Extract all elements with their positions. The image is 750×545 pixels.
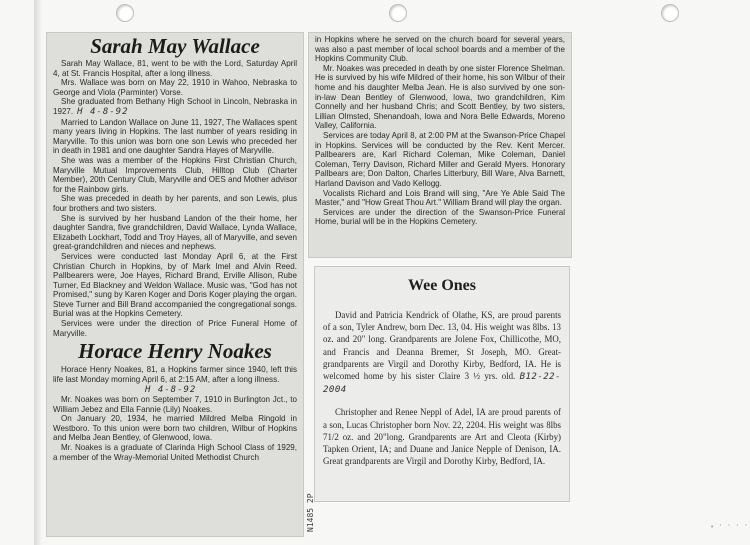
obituary-title-wallace: Sarah May Wallace [90,34,260,58]
wee-ones-clipping [314,266,570,502]
obituary-paragraph: in Hopkins where he served on the church board for several years, was also a past member of local school boards and a member of the Hopkins Community Club. [315,35,565,64]
obituary-paragraph: Services were under the direction of Price Funeral Home of Maryville. [53,319,297,338]
handwritten-date-note: B12-22-2004 [323,372,562,396]
handwritten-date-note: H 4-8-92 [77,107,129,118]
obituary-paragraph: Services were conducted last Monday April 6, at the First Christian Church in Hopkins, by of Mark Imel and Alvin Reed. Pallbearers were, Joe Hayes, Richard Brand, Erville Allison, Rube Turner, Ed Blackney and Weldon Wallace. Music was, "God has not Promised," sung by Karen Koger and Doris Koger playing the organ. Steve Turner and Bill Brand accompanied the congregational songs. Burial was at the Hopkins Cemetery. [53,251,297,319]
obituary-paragraph: Mr. Noakes is a graduate of Clarinda High School Class of 1929, a member of the Wray-Memorial United Methodist Church [53,443,297,462]
handwritten-archive-note: N1485 2P [306,493,315,532]
birth-announcement-text: David and Patricia Kendrick of Olathe, KS, are proud parents of a son, Tyler Andrew, born Dec. 13, 04. His weight was 8lbs. 13 oz. and 20" long. Grandparents are Jolene Fox, Chillicothe, MO, and Francis and Deanna Bremer, St Joseph, MO. Great-grandparents are Virgil and Dorothy Kirby, Bedford, IA. He is welcomed home by his sister Claire 3 ½ yrs. old. [323,310,561,382]
obituary-paragraph: Married to Landon Wallace on June 11, 1927, The Wallaces spent many years living in Hopkins. The last number of years residing in Maryville. To this union was born one son Lewis who preceded her in death in 1981 and one daughter Sandra Hayes of Maryville. [53,117,297,156]
birth-announcement [323,309,561,396]
binder-hole-left [116,4,134,22]
obituary-paragraph-text: She graduated from Bethany High School in Lincoln, Nebraska in 1927. [53,97,297,117]
binder-hole-center [389,4,407,22]
obituary-paragraph: Services are under the direction of the Swanson-Price Funeral Home, burial will be in the Hopkins Cemetery. [315,207,565,227]
obituary-title-noakes: Horace Henry Noakes [78,339,272,364]
obituary-continuation-clipping [308,32,572,258]
obituary-paragraph [53,97,297,117]
obituary-paragraph: Mr. Noakes was preceded in death by one sister Florence Shelman. He is survived by his wife Mildred of their home, his son Wilbur of their home and his daughter Melba Jean. He is also survived by one son-in-law Dean Bentley of Glenwood, Iowa, two grandchildren, Kim Connelly and her husband Chris; and Scott Bentley, by two sisters, Lillian Olmsted, Shenandoah, Iowa and Nora Belle Edwards, Moreno Valley, California. [315,63,565,131]
scan-edge [34,0,42,545]
obituary-paragraph: She is survived by her husband Landon of the their home, her daughter Sandra, five grandchildren, David Wallace, Lynda Wallace, Elizabeth Lockhart, Todd and Troy Hayes, all of Maryville, and seven great-grandchildren and nieces and nephews. [53,213,297,252]
obituary-paragraph: She was preceded in death by her parents, and son Lewis, plus four brothers and two sisters. [53,194,297,213]
obituary-paragraph: Mr. Noakes was born on September 7, 1910 in Burlington Jct., to William Jebez and Ella Fannie (Lily) Noakes. [53,395,297,414]
handwritten-date-line [53,385,297,396]
obituary-paragraph: Horace Henry Noakes, 81, a Hopkins farmer since 1940, left this life last Monday morning April 6, at 2:15 AM, after a long illness. [53,365,297,384]
obituary-paragraph: On January 20, 1934, he married Mildred Melba Ringold in Westboro. To this union were born two children, Wilbur of Hopkins and Melba Jean Bentley, of Glenwood, Iowa. [53,414,297,443]
obituary-paragraph: Vocalists Richard and Lois Brand will sing, "Are Ye Able Said The Master," and "How Great Thou Art." William Brand will play the organ. [315,188,565,208]
obituary-clipping-left [46,32,304,537]
obituary-paragraph: She was was a member of the Hopkins First Christian Church, Maryville Mutual Improvements Club, Hilltop Club (Charter Member), 20th Century Club, Maryville and OES and Mother advisor for the Rainbow girls. [53,155,297,194]
obituary-paragraph: Mrs. Wallace was born on May 22, 1910 in Wahoo, Nebraska to George and Viola (Parminter) Vorse. [53,78,297,97]
handwritten-date-note: H 4-8-92 [145,384,197,395]
obituary-paragraph: Sarah May Wallace, 81, went to be with the Lord, Saturday April 4, at St. Francis Hospital, after a long illness. [53,59,297,78]
corner-mark: • ' ' ' ' [710,523,748,531]
wee-ones-title: Wee Ones [408,277,476,294]
obituary-paragraph: Services are today April 8, at 2:00 PM at the Swanson-Price Chapel in Hopkins. Services will be conducted by the Rev. Kent Mercer. Pallbearers are, Karl Richard Coleman, Mike Coleman, Daniel Coleman, Terry Davison, Richard Miller and Gerald Myers. Honorary Pallbears are; Don Dalton, Charles Litterbury, Bill Ware, Alva Barnett, Harland Davison and Vado Kellogg. [315,130,565,188]
birth-announcement: Christopher and Renee Neppl of Adel, IA are proud parents of a son, Lucas Christopher born Nov. 22, 2204. His weight was 8lbs 71/2 oz. and 20"long. Grandparents are Art and Cleota (Kirby) Tapken Orient, IA; and Duane and Janice Nepple of Denison, IA. Great grandparents are Virgil and Dorothy Kirby, Bedford, IA. [323,407,561,467]
binder-hole-right [661,4,679,22]
